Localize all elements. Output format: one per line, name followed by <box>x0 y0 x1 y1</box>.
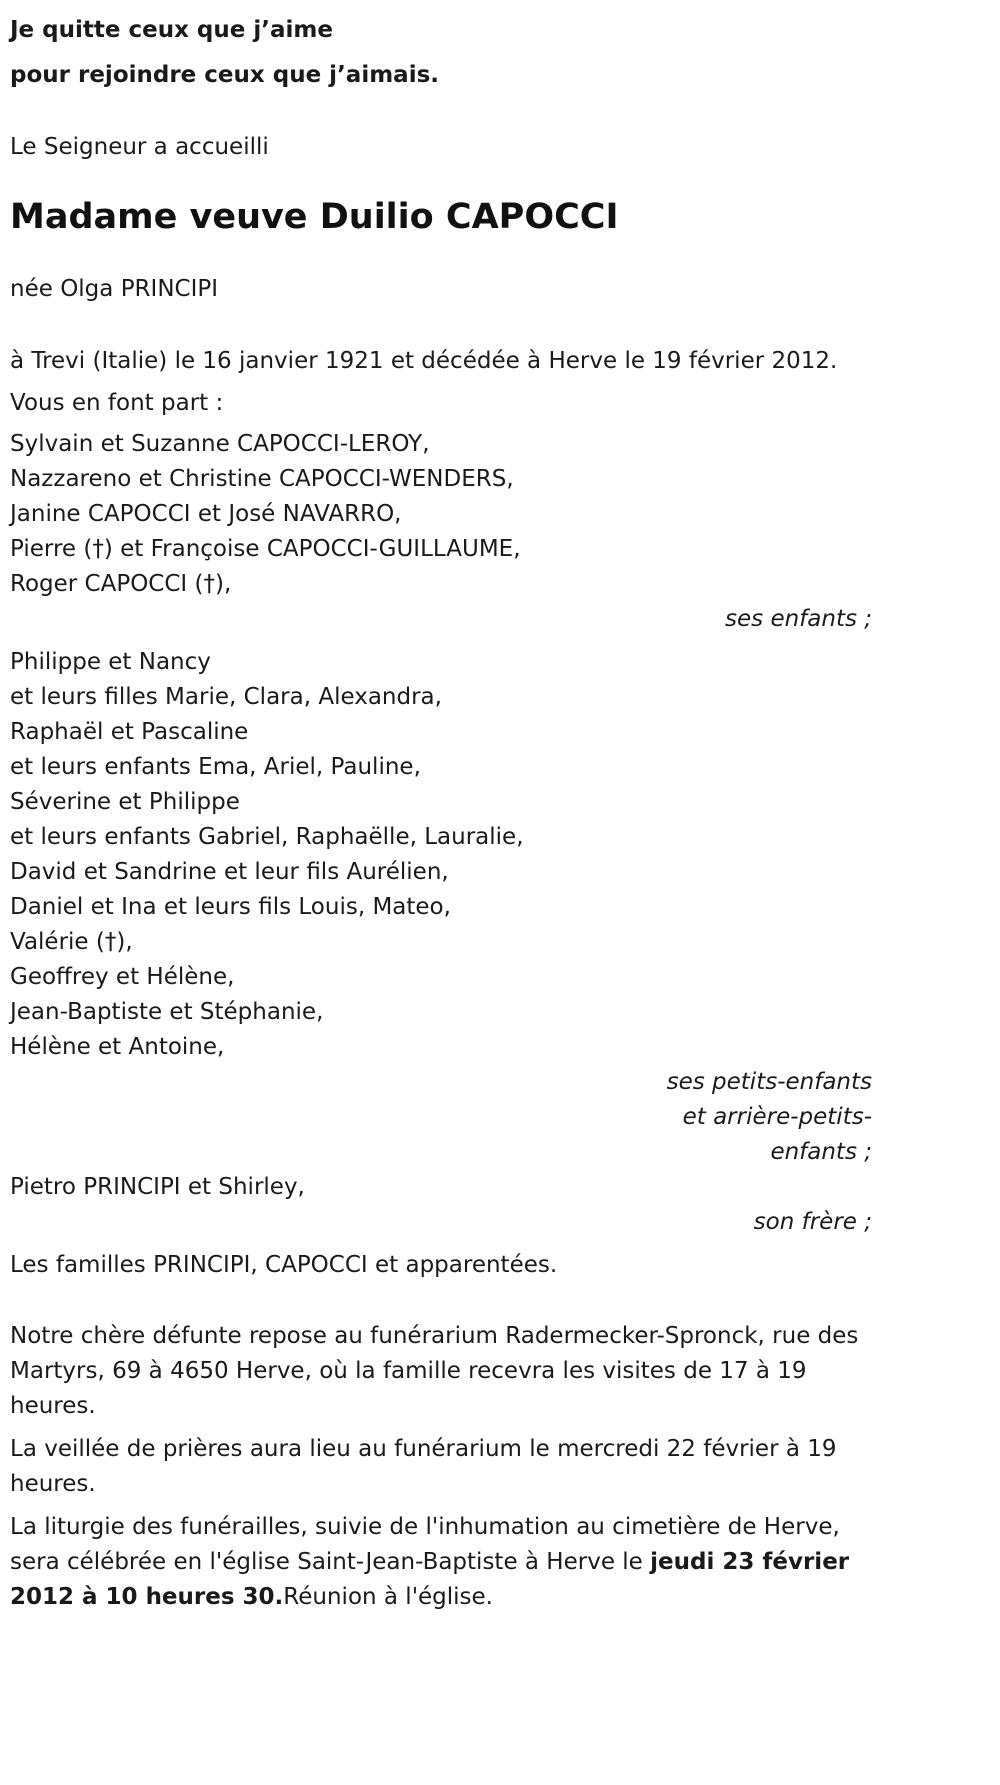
list-item: Valérie (†), <box>10 929 133 955</box>
grandchildren-role-line-3: enfants ; <box>770 1139 872 1165</box>
children-list <box>10 427 872 602</box>
grandchildren-role-line-1: ses petits-enfants <box>666 1069 872 1095</box>
repose-paragraph: Notre chère défunte repose au funérarium Radermecker-Spronck, rue des Martyrs, 69 à 4650 Herve, où la famille recevra les visites de 17 à 19 heures. <box>10 1323 859 1419</box>
announce-text: Vous en font part : <box>10 390 224 416</box>
list-item: Philippe et Nancy <box>10 649 211 675</box>
list-item: Geoffrey et Hélène, <box>10 964 235 990</box>
list-item: Raphaël et Pascaline <box>10 719 249 745</box>
list-item: et leurs enfants Ema, Ariel, Pauline, <box>10 754 421 780</box>
funeral-date-time: jeudi 23 février 2012 à 10 heures 30. <box>10 1549 850 1610</box>
grandchildren-role <box>10 1065 872 1170</box>
list-item: Roger CAPOCCI (†), <box>10 571 232 597</box>
sibling-list <box>10 1170 872 1205</box>
born-name: née Olga PRINCIPI <box>10 276 219 302</box>
vigil-paragraph: La veillée de prières aura lieu au funérarium le mercredi 22 février à 19 heures. <box>10 1436 837 1497</box>
sibling-role: son frère ; <box>753 1209 872 1235</box>
funeral-text-start: La liturgie des funérailles, suivie de l'inhumation au cimetière de Herve, sera célébrée en l'église Saint-Jean-Baptiste à Herve le <box>10 1514 840 1575</box>
list-item: Sylvain et Suzanne CAPOCCI-LEROY, <box>10 431 430 457</box>
list-item: Séverine et Philippe <box>10 789 240 815</box>
list-item: Jean-Baptiste et Stéphanie, <box>10 999 324 1025</box>
intro-text: Le Seigneur a accueilli <box>10 134 269 160</box>
list-item: David et Sandrine et leur fils Aurélien, <box>10 859 449 885</box>
list-item: Nazzareno et Christine CAPOCCI-WENDERS, <box>10 466 514 492</box>
funeral-paragraph <box>10 1510 872 1615</box>
verse-line-1: Je quitte ceux que j’aime <box>10 17 333 43</box>
families-text: Les familles PRINCIPI, CAPOCCI et apparentées. <box>10 1252 558 1278</box>
deceased-name: Madame veuve Duilio CAPOCCI <box>10 197 619 237</box>
funeral-text-end: Réunion à l'église. <box>283 1584 493 1610</box>
list-item: Janine CAPOCCI et José NAVARRO, <box>10 501 402 527</box>
list-item: Pierre (†) et Françoise CAPOCCI-GUILLAUME, <box>10 536 521 562</box>
list-item: Hélène et Antoine, <box>10 1034 225 1060</box>
obituary-column <box>10 8 872 1615</box>
list-item: Daniel et Ina et leurs fils Louis, Mateo, <box>10 894 451 920</box>
list-item: et leurs filles Marie, Clara, Alexandra, <box>10 684 442 710</box>
verse-line-2: pour rejoindre ceux que j’aimais. <box>10 62 440 88</box>
grandchildren-role-line-2: et arrière-petits- <box>682 1104 872 1130</box>
list-item: et leurs enfants Gabriel, Raphaëlle, Lauralie, <box>10 824 524 850</box>
children-role: ses enfants ; <box>725 606 872 632</box>
grandchildren-list <box>10 645 872 1065</box>
list-item: Pietro PRINCIPI et Shirley, <box>10 1174 305 1200</box>
birth-death-dates: à Trevi (Italie) le 16 janvier 1921 et décédée à Herve le 19 février 2012. <box>10 348 838 374</box>
